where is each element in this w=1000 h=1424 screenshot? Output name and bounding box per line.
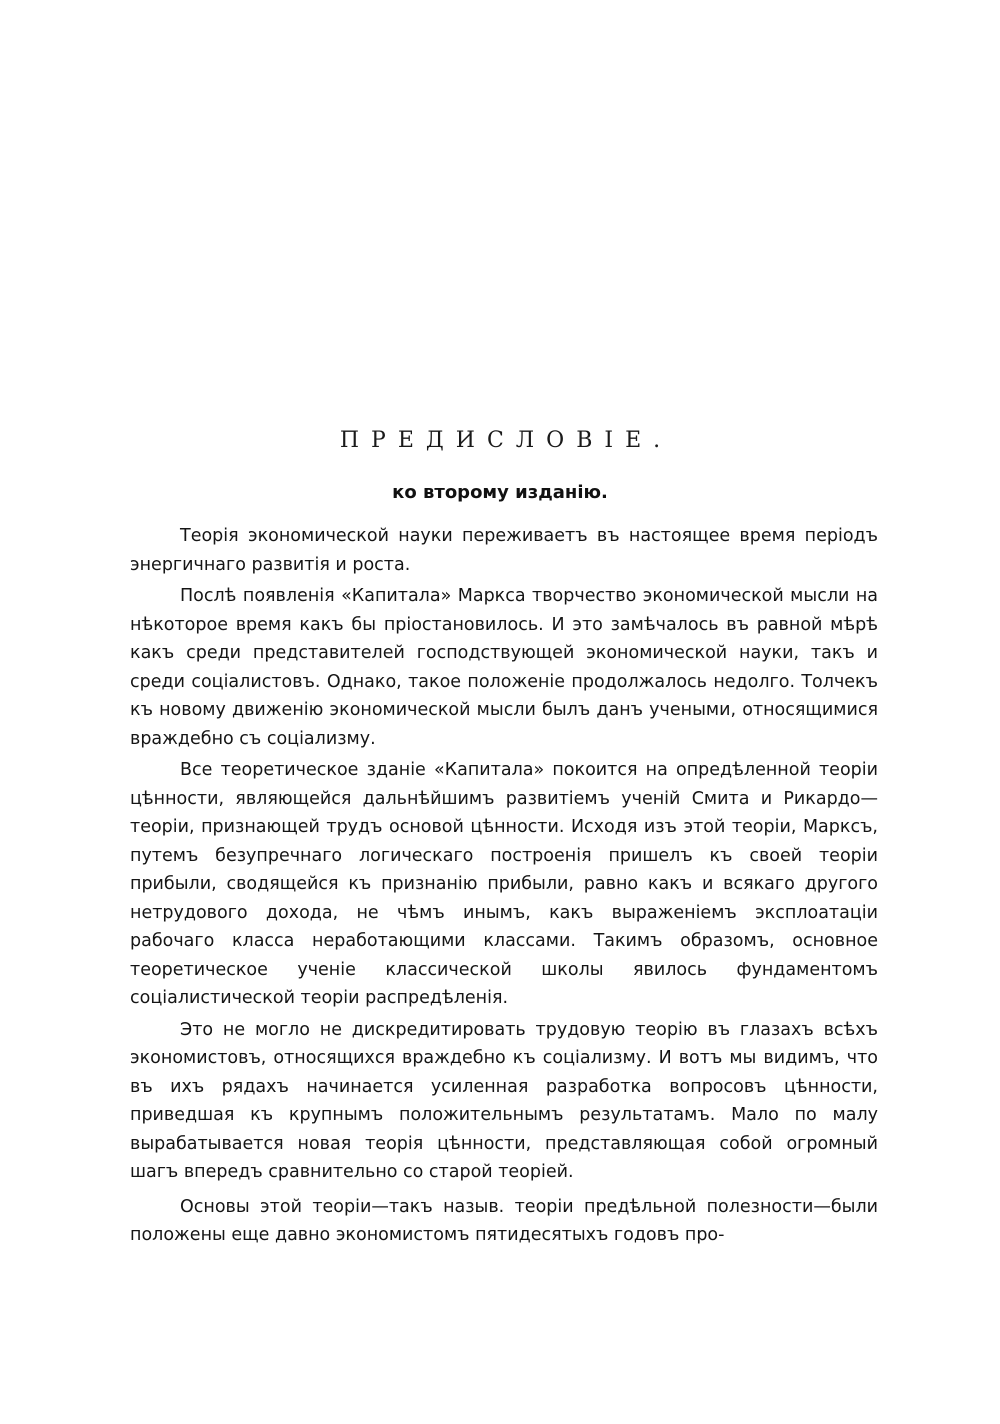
paragraph: Основы этой теоріи—такъ назыв. теоріи предѣльной полезности—были положены еще давно экономистомъ пятидесятыхъ годовъ про- — [130, 1196, 878, 1245]
paragraph: Послѣ появленія «Капитала» Маркса творчество экономической мысли на нѣкоторое время какъ бы пріостановилось. И это замѣчалось въ равной мѣрѣ какъ среди представителей господствующей экономической науки, такъ и среди соціалистовъ. Однако, такое положеніе продолжалось недолго. Толчекъ къ новому движенію экономической мысли былъ данъ учеными, относящимися враждебно съ соціализму. — [130, 586, 878, 749]
body-text — [130, 522, 878, 1253]
page-subtitle: ко второму изданію. — [392, 482, 608, 503]
paragraph: Все теоретическое зданіе «Капитала» покоится на опредѣленной теоріи цѣнности, являющейся дальнѣйшимъ развитіемъ ученій Смита и Рикардо—теоріи, признающей трудъ основой цѣнности. Исходя изъ этой теоріи, Марксъ, путемъ безупречнаго логическаго построенія пришелъ къ своей теоріи прибыли, сводящейся къ признанію прибыли, равно какъ и всякаго другого нетрудового дохода, не чѣмъ инымъ, какъ выраженіемъ эксплоатаціи рабочаго класса неработающими классами. Такимъ образомъ, основное теоретическое ученіе классической школы явилось фундаментомъ соціалистической теоріи распредѣленія. — [130, 760, 878, 1008]
paragraph: Это не могло не дискредитировать трудовую теорію въ глазахъ всѣхъ экономистовъ, относящихся враждебно къ соціализму. И вотъ мы видимъ, что въ ихъ рядахъ начинается усиленная разработка вопросовъ цѣнности, приведшая къ крупнымъ положительнымъ результатамъ. Мало по малу вырабатывается новая теорія цѣнности, представляющая собой огромный шагъ впередъ сравнительно со старой теоріей. — [130, 1019, 878, 1182]
page-title: ПРЕДИСЛОВІЕ. — [339, 428, 673, 453]
paragraph: Теорія экономической науки переживаетъ въ настоящее время періодъ энергичнаго развитія и роста. — [130, 526, 878, 575]
